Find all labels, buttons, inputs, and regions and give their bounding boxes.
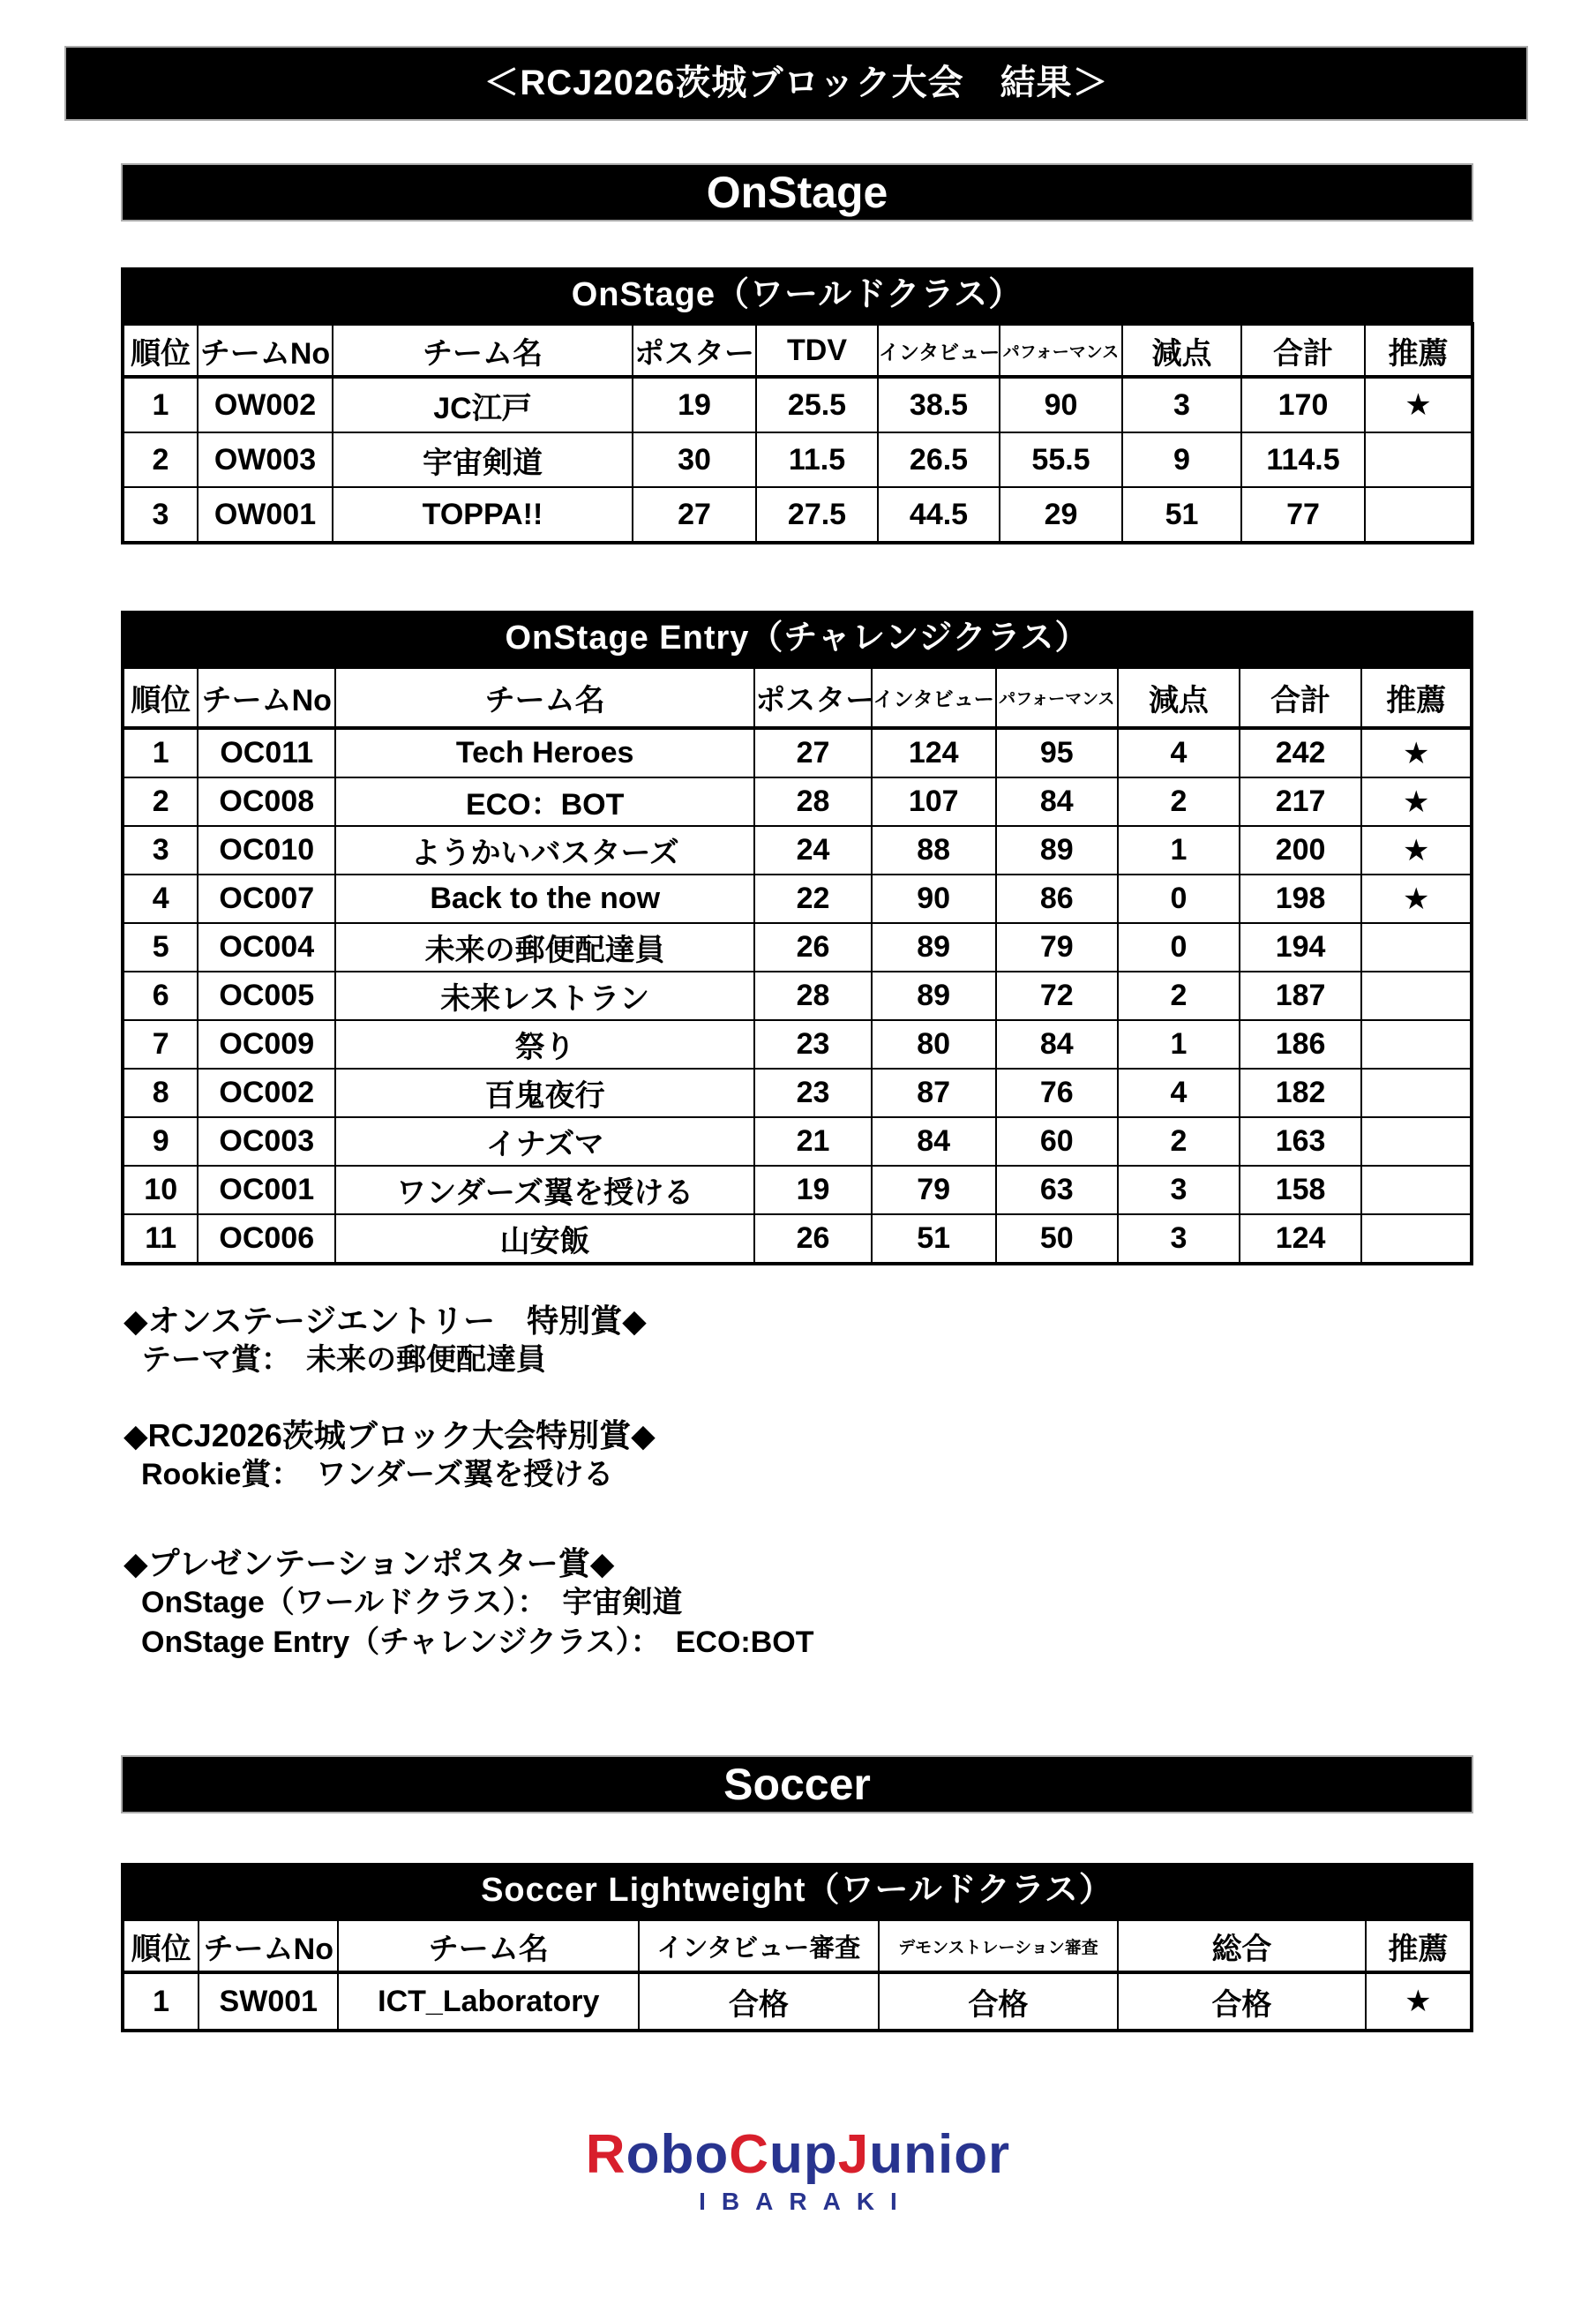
- column-header: 減点: [1118, 667, 1240, 728]
- table-cell: 28: [754, 972, 872, 1020]
- soccer-lightweight-grid: [121, 1918, 1473, 2032]
- column-header: チーム名: [335, 667, 754, 728]
- table-cell: 51: [872, 1214, 996, 1264]
- column-header: チーム名: [333, 324, 633, 377]
- header-row: [123, 1919, 1472, 1972]
- table-cell: 170: [1241, 377, 1365, 432]
- table-cell: 194: [1240, 923, 1362, 972]
- onstage-entry-table: [121, 611, 1473, 1265]
- table-row: [123, 875, 1472, 923]
- column-header: デモンストレーション審査: [879, 1919, 1119, 1972]
- table-cell: 90: [872, 875, 996, 923]
- robocupjunior-logo: [0, 2124, 1596, 2216]
- table-cell: 3: [1122, 377, 1241, 432]
- recommend-star: ★: [1366, 1972, 1472, 2031]
- recommend-star: ★: [1361, 777, 1472, 826]
- award-rcj2026-special: [124, 1415, 1596, 1495]
- table-row: [123, 777, 1472, 826]
- column-header: チームNo: [198, 324, 333, 377]
- table-cell: ワンダーズ翼を授ける: [335, 1166, 754, 1214]
- recommend-star: ★: [1361, 826, 1472, 875]
- table-cell: OC006: [198, 1214, 335, 1264]
- table-cell: 宇宙剣道: [333, 432, 633, 487]
- table-cell: 2: [1118, 972, 1240, 1020]
- table-cell: 27: [633, 487, 756, 543]
- table-cell: OW002: [198, 377, 333, 432]
- column-header: チーム名: [338, 1919, 639, 1972]
- table-cell: 3: [1118, 1166, 1240, 1214]
- table-cell: 19: [754, 1166, 872, 1214]
- table-cell: Tech Heroes: [335, 728, 754, 777]
- logo-letter-group: up: [768, 2124, 838, 2185]
- column-header: パフォーマンス: [996, 667, 1119, 728]
- table-row: [123, 1166, 1472, 1214]
- table-cell: ICT_Laboratory: [338, 1972, 639, 2031]
- award-heading: ◆プレゼンテーションポスター賞◆: [124, 1545, 615, 1581]
- table-cell: 89: [996, 826, 1119, 875]
- table-cell: SW001: [199, 1972, 338, 2031]
- table-cell: 79: [996, 923, 1119, 972]
- table-cell: 4: [1118, 1069, 1240, 1117]
- soccer-section-title: Soccer: [723, 1760, 871, 1809]
- column-header: パフォーマンス: [1000, 324, 1122, 377]
- onstage-entry-grid: [121, 665, 1473, 1265]
- table-cell: 19: [633, 377, 756, 432]
- table-cell: 84: [996, 1020, 1119, 1069]
- column-header: 順位: [123, 1919, 199, 1972]
- table-cell: 77: [1241, 487, 1365, 543]
- award-onstage-entry-special: [124, 1301, 1596, 1380]
- table-cell: 2: [1118, 1117, 1240, 1166]
- column-header: 順位: [123, 324, 198, 377]
- soccer-lightweight-title: Soccer Lightweight（ワールドクラス）: [121, 1863, 1473, 1918]
- logo-letter-group: obo: [626, 2124, 730, 2185]
- table-cell: 3: [123, 487, 198, 543]
- table-cell: イナズマ: [335, 1117, 754, 1166]
- table-cell: 9: [1122, 432, 1241, 487]
- column-header: 推薦: [1365, 324, 1472, 377]
- table-cell: 未来レストラン: [335, 972, 754, 1020]
- column-header: TDV: [756, 324, 878, 377]
- page-title: ＜RCJ2026茨城ブロック大会 結果＞: [483, 64, 1109, 102]
- table-cell: 55.5: [1000, 432, 1122, 487]
- table-cell: 30: [633, 432, 756, 487]
- table-cell: OC004: [198, 923, 335, 972]
- column-header: チームNo: [199, 1919, 338, 1972]
- header-row: [123, 667, 1472, 728]
- table-cell: 198: [1240, 875, 1362, 923]
- soccer-lightweight-table: [121, 1863, 1473, 2032]
- table-row: [123, 826, 1472, 875]
- award-presentation-poster: [124, 1543, 1596, 1663]
- table-cell: 0: [1118, 923, 1240, 972]
- table-cell: 9: [123, 1117, 198, 1166]
- logo-letter-group: R: [585, 2124, 626, 2185]
- table-cell: 8: [123, 1069, 198, 1117]
- soccer-section-banner: [121, 1755, 1473, 1813]
- table-cell: 21: [754, 1117, 872, 1166]
- column-header: インタビュー: [878, 324, 1000, 377]
- table-cell: 27: [754, 728, 872, 777]
- table-cell: 80: [872, 1020, 996, 1069]
- table-cell: 合格: [1118, 1972, 1366, 2031]
- table-cell: 200: [1240, 826, 1362, 875]
- table-cell: 25.5: [756, 377, 878, 432]
- table-cell: 107: [872, 777, 996, 826]
- table-cell: 1: [123, 728, 198, 777]
- table-cell: 182: [1240, 1069, 1362, 1117]
- table-cell: OC003: [198, 1117, 335, 1166]
- table-cell: 1: [123, 1972, 199, 2031]
- column-header: 減点: [1122, 324, 1241, 377]
- table-row: [123, 432, 1472, 487]
- award-line: OnStage（ワールドクラス）： 宇宙剣道: [141, 1586, 683, 1619]
- table-cell: 26: [754, 1214, 872, 1264]
- header-row: [123, 324, 1472, 377]
- logo-subtitle: IBARAKI: [699, 2188, 913, 2215]
- column-header: ポスター: [754, 667, 872, 728]
- table-cell: 90: [1000, 377, 1122, 432]
- table-cell: [1361, 1020, 1472, 1069]
- logo-letter-group: unior: [869, 2124, 1011, 2185]
- column-header: 推薦: [1361, 667, 1472, 728]
- table-cell: [1365, 432, 1472, 487]
- table-cell: 28: [754, 777, 872, 826]
- table-row: [123, 487, 1472, 543]
- column-header: 総合: [1118, 1919, 1366, 1972]
- recommend-star: ★: [1361, 875, 1472, 923]
- table-row: [123, 972, 1472, 1020]
- table-cell: [1361, 1117, 1472, 1166]
- table-cell: 158: [1240, 1166, 1362, 1214]
- table-cell: 217: [1240, 777, 1362, 826]
- robocupjunior-logo-text: [0, 2124, 1596, 2185]
- table-cell: 7: [123, 1020, 198, 1069]
- onstage-world-title: OnStage（ワールドクラス）: [121, 267, 1473, 322]
- table-row: [123, 1972, 1472, 2031]
- table-cell: 84: [996, 777, 1119, 826]
- column-header: 合計: [1240, 667, 1362, 728]
- awards-section: [124, 1301, 1596, 1663]
- table-cell: 祭り: [335, 1020, 754, 1069]
- table-cell: OC010: [198, 826, 335, 875]
- table-row: [123, 1069, 1472, 1117]
- table-cell: 124: [872, 728, 996, 777]
- table-cell: 2: [1118, 777, 1240, 826]
- table-cell: 38.5: [878, 377, 1000, 432]
- table-cell: 1: [1118, 1020, 1240, 1069]
- table-cell: 6: [123, 972, 198, 1020]
- column-header: インタビュー審査: [639, 1919, 879, 1972]
- table-cell: JC江戸: [333, 377, 633, 432]
- table-row: [123, 1117, 1472, 1166]
- table-cell: 0: [1118, 875, 1240, 923]
- onstage-section-title: OnStage: [706, 168, 888, 217]
- table-cell: ECO：BOT: [335, 777, 754, 826]
- table-cell: 186: [1240, 1020, 1362, 1069]
- table-cell: 3: [123, 826, 198, 875]
- award-heading: ◆RCJ2026茨城ブロック大会特別賞◆: [124, 1417, 656, 1453]
- table-cell: 84: [872, 1117, 996, 1166]
- table-cell: 4: [1118, 728, 1240, 777]
- table-cell: 87: [872, 1069, 996, 1117]
- table-cell: 89: [872, 923, 996, 972]
- table-cell: OC011: [198, 728, 335, 777]
- column-header: インタビュー: [872, 667, 996, 728]
- table-cell: Back to the now: [335, 875, 754, 923]
- award-line: Rookie賞： ワンダーズ翼を授ける: [141, 1458, 614, 1491]
- column-header: チームNo: [198, 667, 335, 728]
- table-cell: 89: [872, 972, 996, 1020]
- logo-letter-group: C: [729, 2124, 769, 2185]
- column-header: 推薦: [1366, 1919, 1472, 1972]
- page-title-banner: [64, 46, 1528, 121]
- table-row: [123, 923, 1472, 972]
- table-cell: 51: [1122, 487, 1241, 543]
- table-cell: 24: [754, 826, 872, 875]
- table-cell: [1365, 487, 1472, 543]
- table-cell: 5: [123, 923, 198, 972]
- table-cell: 1: [123, 377, 198, 432]
- table-cell: 44.5: [878, 487, 1000, 543]
- results-page: [0, 46, 1596, 2216]
- table-cell: 2: [123, 432, 198, 487]
- onstage-entry-title: OnStage Entry（チャレンジクラス）: [121, 611, 1473, 665]
- table-cell: 合格: [879, 1972, 1119, 2031]
- table-cell: 63: [996, 1166, 1119, 1214]
- table-cell: 11.5: [756, 432, 878, 487]
- table-cell: 114.5: [1241, 432, 1365, 487]
- table-cell: 11: [123, 1214, 198, 1264]
- table-cell: 22: [754, 875, 872, 923]
- table-cell: 4: [123, 875, 198, 923]
- column-header: ポスター: [633, 324, 756, 377]
- table-cell: 未来の郵便配達員: [335, 923, 754, 972]
- onstage-world-table: [121, 267, 1473, 544]
- table-cell: 76: [996, 1069, 1119, 1117]
- table-cell: 百鬼夜行: [335, 1069, 754, 1117]
- table-cell: 合格: [639, 1972, 879, 2031]
- table-cell: OC009: [198, 1020, 335, 1069]
- table-row: [123, 377, 1472, 432]
- table-cell: 95: [996, 728, 1119, 777]
- table-cell: 23: [754, 1069, 872, 1117]
- table-cell: 86: [996, 875, 1119, 923]
- table-cell: 27.5: [756, 487, 878, 543]
- table-cell: 163: [1240, 1117, 1362, 1166]
- table-cell: 10: [123, 1166, 198, 1214]
- table-cell: 1: [1118, 826, 1240, 875]
- table-cell: 88: [872, 826, 996, 875]
- table-row: [123, 1214, 1472, 1264]
- table-cell: 26.5: [878, 432, 1000, 487]
- table-cell: [1361, 1166, 1472, 1214]
- table-cell: OW003: [198, 432, 333, 487]
- table-cell: OC007: [198, 875, 335, 923]
- table-cell: 187: [1240, 972, 1362, 1020]
- recommend-star: ★: [1361, 728, 1472, 777]
- table-cell: 50: [996, 1214, 1119, 1264]
- table-cell: TOPPA!!: [333, 487, 633, 543]
- table-cell: 29: [1000, 487, 1122, 543]
- table-cell: 山安飯: [335, 1214, 754, 1264]
- table-row: [123, 728, 1472, 777]
- column-header: 順位: [123, 667, 198, 728]
- logo-letter-group: J: [837, 2124, 870, 2185]
- table-cell: [1361, 1069, 1472, 1117]
- award-heading: ◆オンステージエントリー 特別賞◆: [124, 1303, 647, 1339]
- table-cell: 242: [1240, 728, 1362, 777]
- table-cell: [1361, 1214, 1472, 1264]
- table-cell: 72: [996, 972, 1119, 1020]
- table-cell: 79: [872, 1166, 996, 1214]
- table-row: [123, 1020, 1472, 1069]
- column-header: 合計: [1241, 324, 1365, 377]
- table-cell: [1361, 923, 1472, 972]
- recommend-star: ★: [1365, 377, 1472, 432]
- onstage-world-grid: [121, 322, 1474, 544]
- onstage-section-banner: [121, 163, 1473, 221]
- table-cell: 3: [1118, 1214, 1240, 1264]
- table-cell: OC008: [198, 777, 335, 826]
- table-cell: [1361, 972, 1472, 1020]
- table-cell: 26: [754, 923, 872, 972]
- table-cell: 60: [996, 1117, 1119, 1166]
- table-cell: OW001: [198, 487, 333, 543]
- table-cell: OC005: [198, 972, 335, 1020]
- table-cell: 124: [1240, 1214, 1362, 1264]
- table-cell: 2: [123, 777, 198, 826]
- table-cell: 23: [754, 1020, 872, 1069]
- table-cell: OC002: [198, 1069, 335, 1117]
- award-line: テーマ賞： 未来の郵便配達員: [141, 1343, 546, 1377]
- table-cell: ようかいバスターズ: [335, 826, 754, 875]
- award-line: OnStage Entry（チャレンジクラス）： ECO:BOT: [141, 1626, 814, 1659]
- table-cell: OC001: [198, 1166, 335, 1214]
